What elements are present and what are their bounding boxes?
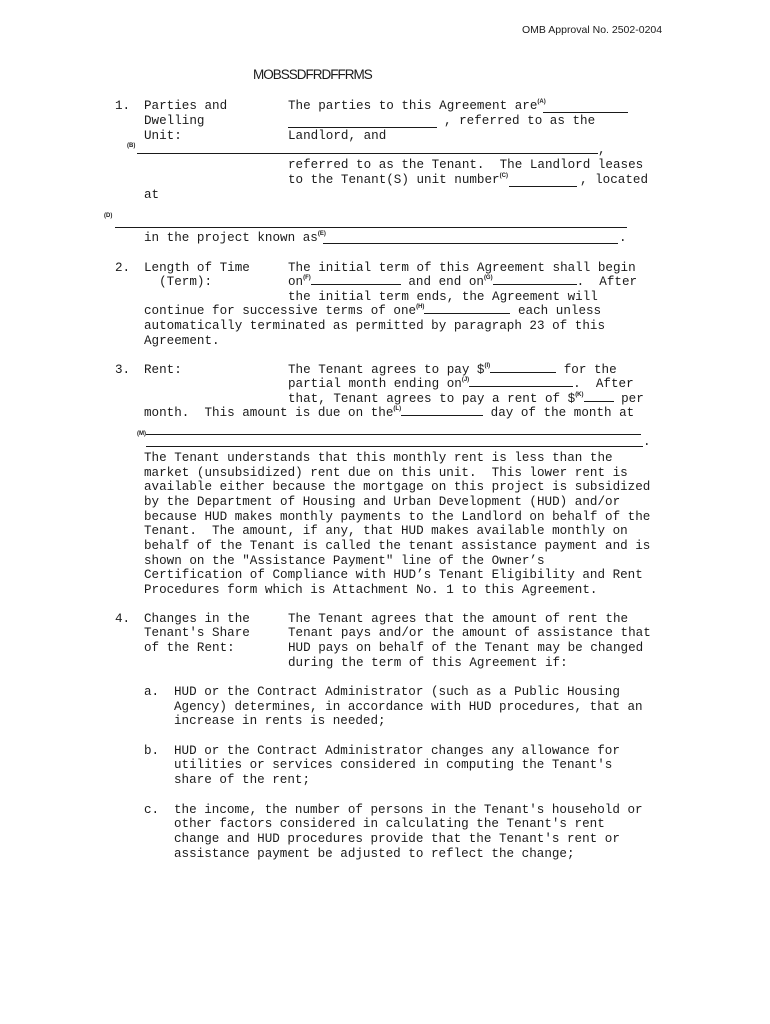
ref-k-marker: (K): [575, 392, 584, 398]
item-b-line3: share of the rent;: [174, 773, 311, 787]
section-2-text-line2: [288, 275, 637, 290]
blank-due-day[interactable]: [401, 406, 483, 416]
s2-l2a: on: [288, 275, 304, 289]
section-1-label-line3: Unit:: [144, 129, 182, 143]
section-3-text-line4: [144, 406, 634, 421]
section-4-text-line1: The Tenant agrees that the amount of rent the: [288, 612, 629, 626]
s2-l2c: . After: [576, 275, 638, 289]
section-2-text-line4: [144, 304, 601, 319]
ref-c-marker: (C): [499, 173, 508, 179]
section-2-text-line1: The initial term of this Agreement shall begin: [288, 261, 636, 275]
section-1-number: 1.: [115, 99, 131, 113]
rent-paragraph-line9: Certification of Compliance with HUD’s Tenant Eligibility and Rent: [144, 568, 643, 582]
section-1-text-line6: [144, 231, 326, 246]
blank-term-length[interactable]: [424, 304, 510, 314]
item-a-line1: HUD or the Contract Administrator (such as a Public Housing: [174, 685, 620, 699]
section-1-text-line5b: , located: [580, 173, 649, 187]
item-c-line2: other factors considered in calculating the Tenant's rent: [174, 817, 605, 831]
section-2-text-line3: the initial term ends, the Agreement will: [288, 290, 598, 304]
section-3-text-line3: [288, 392, 644, 407]
ref-g-marker: (G): [483, 275, 493, 281]
s3-l3b: per: [613, 392, 644, 406]
item-a-letter: a.: [144, 685, 160, 699]
s2-l4b: each unless: [510, 304, 602, 318]
item-b-line2: utilities or services considered in computing the Tenant's: [174, 758, 613, 772]
s3-l3a: that, Tenant agrees to pay a rent of $: [288, 392, 576, 406]
item-c-line1: the income, the number of persons in the Tenant's household or: [174, 803, 643, 817]
section-2-text-line6: Agreement.: [144, 334, 220, 348]
rent-paragraph-line4: by the Department of Housing and Urban Development (HUD) and/or: [144, 495, 621, 509]
item-b-line1: HUD or the Contract Administrator changes any allowance for: [174, 744, 620, 758]
ref-f-marker: (F): [303, 275, 311, 281]
section-4-label-line3: of the Rent:: [144, 641, 235, 655]
s3-l2b: . After: [573, 377, 634, 391]
item-c-line3: change and HUD procedures provide that the Tenant's rent or: [174, 832, 620, 846]
omb-approval-number: OMB Approval No. 2502-0204: [522, 24, 663, 36]
section-1-label-line2: Dwelling: [144, 114, 205, 128]
rent-paragraph-line8: shown on the "Assistance Payment" line of the Owner’s: [144, 554, 545, 568]
section-2-text-line5: automatically terminated as permitted by paragraph 23 of this: [144, 319, 606, 333]
s3-l1a: The Tenant agrees to pay $: [288, 363, 485, 377]
blank-parties[interactable]: [543, 112, 628, 113]
section-3-number: 3.: [115, 363, 131, 377]
section-4-text-line4: during the term of this Agreement if:: [288, 656, 568, 670]
s3-l2a: partial month ending on: [288, 377, 462, 391]
ref-e-marker: (E): [317, 231, 326, 237]
comma-after-tenant: ,: [598, 143, 606, 157]
section-1-at: at: [144, 188, 160, 202]
section-1-text-line2: , referred to as the: [444, 114, 596, 128]
section-1-text-line1: [288, 99, 546, 114]
blank-unit-number[interactable]: [509, 186, 577, 187]
section-2-number: 2.: [115, 261, 131, 275]
s3-l1b: for the: [556, 363, 617, 377]
section-4-text-line3: HUD pays on behalf of the Tenant may be changed: [288, 641, 644, 655]
section-4-label-line2: Tenant's Share: [144, 626, 250, 640]
blank-landlord[interactable]: [288, 127, 437, 128]
blank-monthly-rent[interactable]: [584, 392, 614, 402]
ref-i-marker: (I): [484, 363, 491, 369]
period-after-location: .: [643, 435, 651, 449]
blank-tenant[interactable]: [137, 153, 598, 154]
ref-a-marker: (A): [537, 99, 546, 105]
item-b-letter: b.: [144, 744, 160, 758]
blank-address[interactable]: [115, 227, 627, 228]
section-2-label-line1: Length of Time: [144, 261, 250, 275]
s3-l4b: day of the month at: [483, 406, 635, 420]
section-4-text-line2: Tenant pays and/or the amount of assistance that: [288, 626, 651, 640]
period-after-project: .: [619, 231, 627, 245]
rent-paragraph-line2: market (unsubsidized) rent due on this unit. This lower rent is: [144, 466, 628, 480]
ref-b-marker: (B): [127, 143, 136, 149]
section-3-label: Rent:: [144, 363, 182, 377]
blank-payment-location-1[interactable]: [146, 434, 641, 435]
ref-m-marker: (M): [137, 431, 146, 437]
s3-l4a: month. This amount is due on the: [144, 406, 394, 420]
blank-end-date[interactable]: [493, 275, 577, 285]
section-3-text-line2: [288, 377, 634, 392]
rent-paragraph-line5: because HUD makes monthly payments to the Landlord on behalf of the: [144, 510, 651, 524]
section-3-text-line1: [288, 363, 617, 378]
blank-project-name[interactable]: [323, 243, 618, 244]
rent-paragraph-line6: Tenant. The amount, if any, that HUD makes available monthly on: [144, 524, 628, 538]
section-4-label-line1: Changes in the: [144, 612, 250, 626]
section-1-text-line5: [288, 173, 508, 188]
section-2-label-line2: (Term):: [144, 275, 213, 289]
section-1-text-line4: referred to as the Tenant. The Landlord leases: [288, 158, 644, 172]
blank-partial-rent[interactable]: [490, 363, 556, 373]
s1-l6a: in the project known as: [144, 231, 318, 245]
rent-paragraph-line7: behalf of the Tenant is called the tenant assistance payment and is: [144, 539, 651, 553]
item-a-line2: Agency) determines, in accordance with HUD procedures, that an: [174, 700, 643, 714]
s1-l5a: to the Tenant(S) unit number: [288, 173, 500, 187]
section-1-text-line3: Landlord, and: [288, 129, 387, 143]
blank-begin-date[interactable]: [311, 275, 401, 285]
item-c-line4: assistance payment be adjusted to reflect the change;: [174, 847, 575, 861]
item-c-letter: c.: [144, 803, 160, 817]
ref-h-marker: (H): [416, 304, 425, 310]
item-a-line3: increase in rents is needed;: [174, 714, 386, 728]
ref-j-marker: (J): [461, 377, 470, 383]
rent-paragraph-line3: available either because the mortgage on this project is subsidized: [144, 480, 651, 494]
s2-l4a: continue for successive terms of one: [144, 304, 417, 318]
ref-d-marker: (D): [104, 213, 113, 219]
section-1-label-line1: Parties and: [144, 99, 228, 113]
rent-paragraph-line10: Procedures form which is Attachment No. 1 to this Agreement.: [144, 583, 598, 597]
s1-l1: The parties to this Agreement are: [288, 99, 538, 113]
blank-partial-month-end[interactable]: [469, 377, 573, 387]
ref-l-marker: (L): [393, 406, 402, 412]
blank-payment-location-2[interactable]: [146, 446, 643, 447]
s2-l2b: and end on: [400, 275, 484, 289]
section-4-number: 4.: [115, 612, 131, 626]
garbled-title: MOBSSDFRDFFRMS: [253, 67, 372, 82]
rent-paragraph-line1: The Tenant understands that this monthly rent is less than the: [144, 451, 613, 465]
